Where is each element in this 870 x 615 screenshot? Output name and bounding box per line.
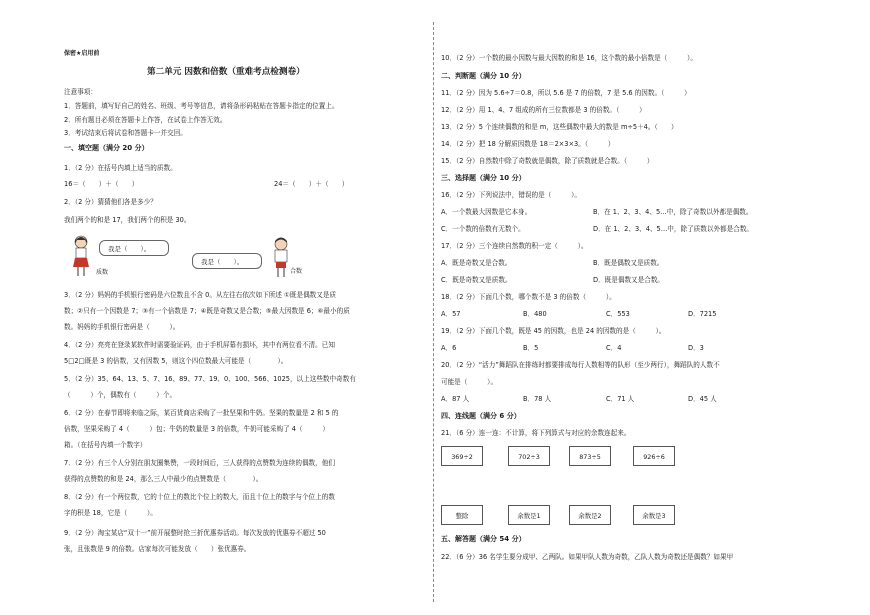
match-expr-box[interactable]: 702÷3 xyxy=(508,446,550,466)
question-11: 11．（2 分）因为 5.6÷7＝0.8，所以 5.6 是 7 的倍数，7 是 5.6 的因数。（ ） xyxy=(441,89,691,97)
section-matching: 四、连线题（满分 6 分） xyxy=(441,412,521,420)
question-13: 13．（2 分）5 个连续偶数的和是 m，这些偶数中最大的数是 m÷5＋4。（ ） xyxy=(441,123,678,131)
match-expr-box[interactable]: 369÷2 xyxy=(441,446,483,466)
question-17-option-c: C．既是奇数又是质数。 xyxy=(441,276,512,284)
question-14: 14．（2 分）把 18 分解质因数是 18＝2×3×3。（ ） xyxy=(441,140,615,148)
question-6-line2: 倍数，坚果采购了 4（ ）包；牛奶的数量是 3 的倍数，牛奶可能采购了 4（ ） xyxy=(64,425,329,433)
match-expr-box[interactable]: 873÷5 xyxy=(569,446,611,466)
boy-label: 合数 xyxy=(290,268,303,275)
question-5-line2: （ ）个，偶数有（ ）个。 xyxy=(64,391,177,399)
page-title: 第二单元 因数和倍数（重难考点检测卷） xyxy=(147,67,305,77)
question-18: 18．（2 分）下面几个数，哪个数不是 3 的倍数（ ）。 xyxy=(441,293,616,301)
question-22: 22．（6 分）36 名学生要分成甲、乙两队。如果甲队人数为奇数，乙队人数为奇数还是偶数？如果甲 xyxy=(441,553,734,561)
question-9-line1: 9．（2 分）淘宝某店“双十一”前开展整时抢三折优惠券活动。每次发放的优惠券不超过 50 xyxy=(64,529,326,537)
section-fill-in: 一、填空题（满分 20 分） xyxy=(64,144,149,152)
match-remainder-box[interactable]: 余数是1 xyxy=(508,505,550,525)
question-6-line1: 6．（2 分）在春节即将来临之际，某百货商店采购了一批坚果和牛奶。坚果的数量是 2 和 5 的 xyxy=(64,409,339,417)
question-21: 21．（6 分）连一连：不计算，将下列算式与对应的余数连起来。 xyxy=(441,429,631,437)
question-6-line3: 箱。（在括号内填一个数字） xyxy=(64,441,147,449)
question-19-option-d: D．3 xyxy=(688,344,704,352)
question-17-option-a: A．既是奇数又是合数。 xyxy=(441,259,512,267)
secret-label: 保密★启用前 xyxy=(64,50,100,57)
question-19-option-b: B．5 xyxy=(523,344,539,352)
match-remainder-box[interactable]: 余数是2 xyxy=(569,505,611,525)
question-15: 15．（2 分）自然数中除了奇数就是偶数，除了质数就是合数。（ ） xyxy=(441,157,654,165)
question-20-line2: 可能是（ ）。 xyxy=(441,378,498,386)
question-16-option-c: C．一个数的倍数有无数个。 xyxy=(441,225,525,233)
question-2-hint: 我们两个的和是 17，我们两个的积是 30。 xyxy=(64,216,191,224)
question-20-option-c: C．71 人 xyxy=(606,395,635,403)
match-remainder-box[interactable]: 整除 xyxy=(441,505,483,525)
question-7-line2: 获得的点赞数的和是 24，那么三人中最少的点赞数是（ ）。 xyxy=(64,475,263,483)
question-3-line3: 数。妈妈的手机银行密码是（ ）。 xyxy=(64,323,180,331)
question-16-option-a: A．一个数最大因数是它本身。 xyxy=(441,208,532,216)
question-8-line1: 8．（2 分）有一个两位数，它的十位上的数比个位上的数大，而且十位上的数字与个位上的数 xyxy=(64,493,335,501)
question-18-option-b: B．480 xyxy=(523,310,547,318)
match-remainder-box[interactable]: 余数是3 xyxy=(633,505,675,525)
question-17: 17．（2 分）三个连续自然数的积一定（ ）。 xyxy=(441,242,588,250)
question-7-line1: 7．（2 分）有三个人分别在朋友圈集赞，一段时间后，三人获得的点赞数为连续的偶数，他们 xyxy=(64,459,335,467)
girl-student-icon xyxy=(68,234,94,278)
question-20-option-a: A．87 人 xyxy=(441,395,470,403)
question-17-option-b: B．既是偶数又是质数。 xyxy=(593,259,664,267)
question-20-option-b: B．78 人 xyxy=(523,395,552,403)
question-10: 10．（2 分）一个数的最小因数与最大因数的和是 16，这个数的最小倍数是（ ）。 xyxy=(441,54,697,62)
notes-heading: 注意事项： xyxy=(64,88,97,96)
girl-speech-bubble: 我是（ ）。 xyxy=(99,240,169,256)
question-20-line1: 20．（2 分）“活力”舞蹈队在排练时都要排成每行人数相等的队形（至少两行），舞蹈队的人数不 xyxy=(441,361,720,369)
question-3-line1: 3．（2 分）妈妈的手机银行密码是六位数且不含 0。从左往右依次如下所述 ①既是偶数又是质 xyxy=(64,291,337,299)
column-divider xyxy=(433,22,434,602)
question-18-option-a: A．57 xyxy=(441,310,461,318)
boy-speech-bubble: 我是（ ）。 xyxy=(192,253,262,269)
question-17-option-d: D．既是偶数又是合数。 xyxy=(593,276,665,284)
note-2: 2．所有题目必须在答题卡上作答，在试卷上作答无效。 xyxy=(64,116,227,124)
question-18-option-c: C．553 xyxy=(606,310,630,318)
question-9-line2: 张，且张数是 9 的倍数。店家每次可能发放（ ）张优惠券。 xyxy=(64,545,251,553)
section-answer: 五、解答题（满分 54 分） xyxy=(441,535,526,543)
note-3: 3．考试结束后将试卷和答题卡一并交回。 xyxy=(64,129,187,137)
question-18-option-d: D．7215 xyxy=(688,310,717,318)
question-12: 12．（2 分）用 1、4、7 组成的所有三位数都是 3 的倍数。（ ） xyxy=(441,106,646,114)
question-1b: 24＝（ ）＋（ ） xyxy=(274,180,349,188)
question-3-line2: 数；②只有一个因数是 7；③有一个倍数是 7；④既是奇数又是合数；⑤最大因数是 6；⑥最小的质 xyxy=(64,307,350,315)
question-19: 19．（2 分）下面几个数，既是 45 的因数，也是 24 的因数的是（ ）。 xyxy=(441,327,666,335)
question-16-option-b: B．在 1、2、3、4、5…中，除了奇数以外都是偶数。 xyxy=(593,208,753,216)
question-4-line2: 5□2□既是 3 的倍数，又有因数 5，则这个四位数最大可能是（ ）。 xyxy=(64,357,288,365)
question-4-line1: 4．（2 分）亮亮在登录某软件时需要验证码，由于手机屏幕有损坏，其中有两位看不清。已知 xyxy=(64,341,335,349)
question-1: 1．（2 分）在括号内填上适当的质数。 xyxy=(64,164,177,172)
question-1a: 16＝（ ）＋（ ） xyxy=(64,180,139,188)
note-1: 1．答题前，填写好自己的姓名、班级、考号等信息，请将条形码粘贴在答题卡指定的位置上。 xyxy=(64,102,339,110)
question-16-option-d: D．在 1、2、3、4、5…中，除了质数以外都是合数。 xyxy=(593,225,754,233)
section-choice: 三、选择题（满分 10 分） xyxy=(441,174,526,182)
match-expr-box[interactable]: 926÷6 xyxy=(633,446,675,466)
question-16: 16．（2 分）下列说法中，错误的是（ ）。 xyxy=(441,191,581,199)
section-judge: 二、判断题（满分 10 分） xyxy=(441,72,526,80)
question-20-option-d: D．45 人 xyxy=(688,395,717,403)
question-8-line2: 字的积是 18，它是（ ）。 xyxy=(64,509,157,517)
question-19-option-c: C．4 xyxy=(606,344,622,352)
question-2: 2．（2 分）猜猜他们各是多少？ xyxy=(64,198,157,206)
question-19-option-a: A．6 xyxy=(441,344,457,352)
question-5-line1: 5．（2 分）35、64、13、5、7、16、89、77、19、0、100、566、1025，以上这些数中奇数有 xyxy=(64,375,356,383)
girl-label: 质数 xyxy=(96,269,109,276)
